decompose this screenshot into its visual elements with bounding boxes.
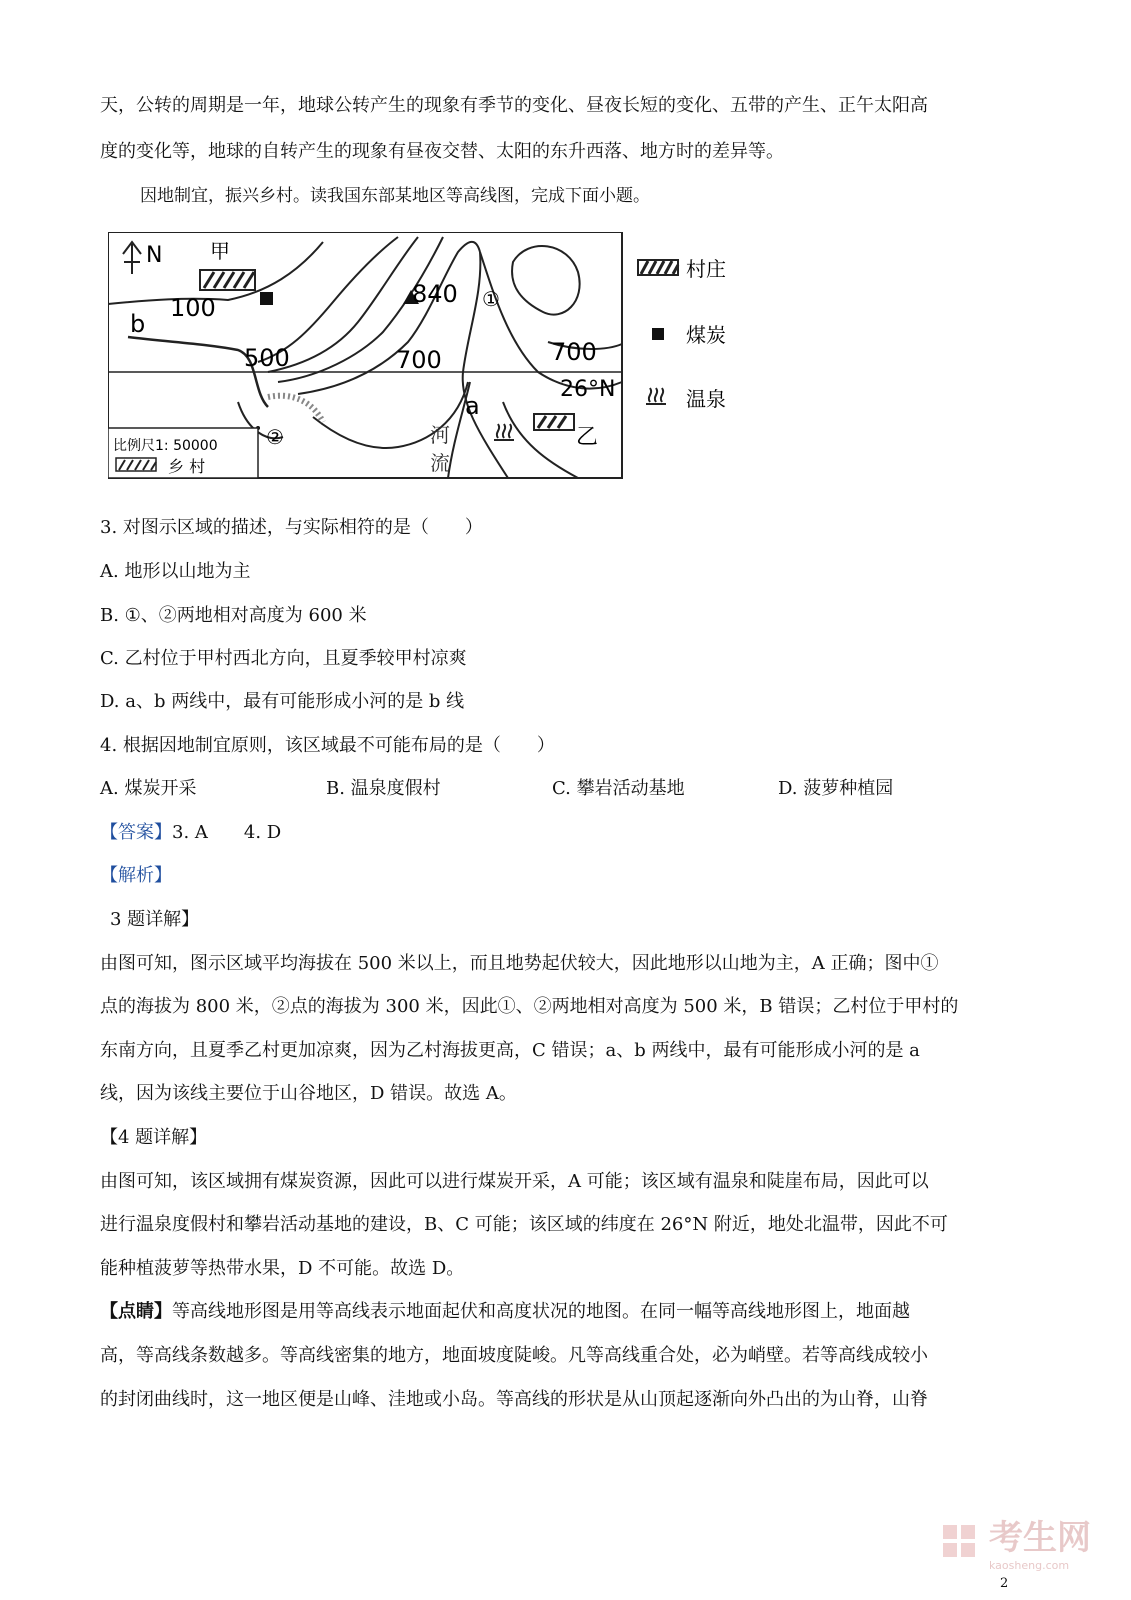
page-number: 2 xyxy=(1000,1576,1009,1591)
q4-option-c: C. 攀岩活动基地 xyxy=(552,778,685,799)
village-jia-label: 甲 xyxy=(210,239,230,263)
map-legend xyxy=(636,252,776,422)
point-1: ① xyxy=(482,287,500,311)
answer-line xyxy=(100,821,281,845)
q3-detail-head: 3 题详解】 xyxy=(110,909,200,930)
river-char-2: 流 xyxy=(430,451,450,475)
q3-detail-line-1: 由图可知，图示区域平均海拔在 500 米以上，而且地势起伏较大，因此地形以山地为主，A 正确；图中① xyxy=(100,953,939,974)
inset-village-hatch-icon xyxy=(116,458,156,471)
q4-detail-line-1: 由图可知，该区域拥有煤炭资源，因此可以进行煤炭开采，A 可能；该区域有温泉和陡崖布局，因此可以 xyxy=(100,1171,929,1192)
watermark-url: kaosheng.com xyxy=(989,1559,1070,1572)
q3-stem: 3. 对图示区域的描述，与实际相符的是（ ） xyxy=(100,517,483,538)
watermark xyxy=(941,1510,1091,1572)
north-label: N xyxy=(146,243,163,268)
village-hatch-icon xyxy=(200,270,255,290)
answer-tag: 【答案】 xyxy=(100,822,172,843)
q4-detail-head: 【4 题详解】 xyxy=(100,1127,208,1148)
q4-stem: 4. 根据因地制宜原则，该区域最不可能布局的是（ ） xyxy=(100,735,555,756)
legend-coal-label: 煤炭 xyxy=(686,323,726,347)
contour-label-700-left: 700 xyxy=(396,346,442,374)
q3-option-d: D. a、b 两线中，最有可能形成小河的是 b 线 xyxy=(100,691,465,712)
legend-village-label: 村庄 xyxy=(686,257,726,281)
q4-option-b: B. 温泉度假村 xyxy=(326,778,441,799)
village-yi-hatch-icon xyxy=(534,414,574,430)
contour-map xyxy=(108,232,628,482)
peak-elevation: 840 xyxy=(412,280,458,308)
note-text-1: 等高线地形图是用等高线表示地面起伏和高度状况的地图。在同一幅等高线地形图上，地面越 xyxy=(172,1301,910,1322)
q4-option-a: A. 煤炭开采 xyxy=(100,778,197,799)
answer-text: 3. A 4. D xyxy=(172,822,282,843)
line-a-label: a xyxy=(465,392,480,420)
note-tag: 【点睛】 xyxy=(100,1301,172,1322)
contour-label-500: 500 xyxy=(244,344,290,372)
contour-label-100: 100 xyxy=(170,294,216,322)
watermark-title: 考生网 xyxy=(989,1518,1091,1558)
q4-detail-line-3: 能种植菠萝等热带水果，D 不可能。故选 D。 xyxy=(100,1258,465,1279)
analysis-tag: 【解析】 xyxy=(100,865,172,886)
legend-hot-spring-icon xyxy=(646,388,666,404)
river-char-1: 河 xyxy=(430,423,450,447)
latitude-label: 26°N xyxy=(560,377,616,402)
intro-line-2: 度的变化等，地球的自转产生的现象有昼夜交替、太阳的东升西落、地方时的差异等。 xyxy=(100,141,784,162)
village-yi-label: 乙 xyxy=(576,425,599,450)
legend-coal-icon xyxy=(652,328,664,340)
q3-detail-line-3: 东南方向，且夏季乙村更加凉爽，因为乙村海拔更高，C 错误；a、b 两线中，最有可能形成小河的是 a xyxy=(100,1040,920,1061)
question-prompt: 因地制宜，振兴乡村。读我国东部某地区等高线图，完成下面小题。 xyxy=(140,186,650,206)
intro-line-1: 天，公转的周期是一年，地球公转产生的现象有季节的变化、昼夜长短的变化、五带的产生、正午太阳高 xyxy=(100,95,928,116)
line-b-label: b xyxy=(130,310,146,338)
legend-village-icon xyxy=(638,260,678,275)
scale-label: 比例尺1: 50000 xyxy=(113,438,218,454)
q4-detail-line-2: 进行温泉度假村和攀岩活动基地的建设，B、C 可能；该区域的纬度在 26°N 附近，地处北温带，因此不可 xyxy=(100,1214,948,1235)
q3-option-c: C. 乙村位于甲村西北方向，且夏季较甲村凉爽 xyxy=(100,648,467,669)
note-line-2: 高，等高线条数越多。等高线密集的地方，地面坡度陡峻。凡等高线重合处，必为峭壁。若等高线成较小 xyxy=(100,1345,928,1366)
q4-option-d: D. 菠萝种植园 xyxy=(778,778,894,799)
q3-detail-line-2: 点的海拔为 800 米，②点的海拔为 300 米，因此①、②两地相对高度为 500 米，B 错误；乙村位于甲村的 xyxy=(100,996,959,1017)
q3-detail-line-4: 线，因为该线主要位于山谷地区，D 错误。故选 A。 xyxy=(100,1083,517,1104)
watermark-logo-icon xyxy=(941,1521,981,1561)
inset-village-label: 乡 村 xyxy=(168,457,206,476)
q4-options xyxy=(100,777,1004,801)
legend-hot-spring-label: 温泉 xyxy=(686,387,726,411)
q3-option-a: A. 地形以山地为主 xyxy=(100,561,251,582)
point-2: ② xyxy=(266,425,284,449)
coal-square-icon xyxy=(260,292,273,305)
contour-label-700-right: 700 xyxy=(551,338,597,366)
note-line-3: 的封闭曲线时，这一地区便是山峰、洼地或小岛。等高线的形状是从山顶起逐渐向外凸出的为山脊，山脊 xyxy=(100,1389,928,1410)
q3-option-b: B. ①、②两地相对高度为 600 米 xyxy=(100,605,367,626)
note-line-1 xyxy=(100,1300,910,1324)
